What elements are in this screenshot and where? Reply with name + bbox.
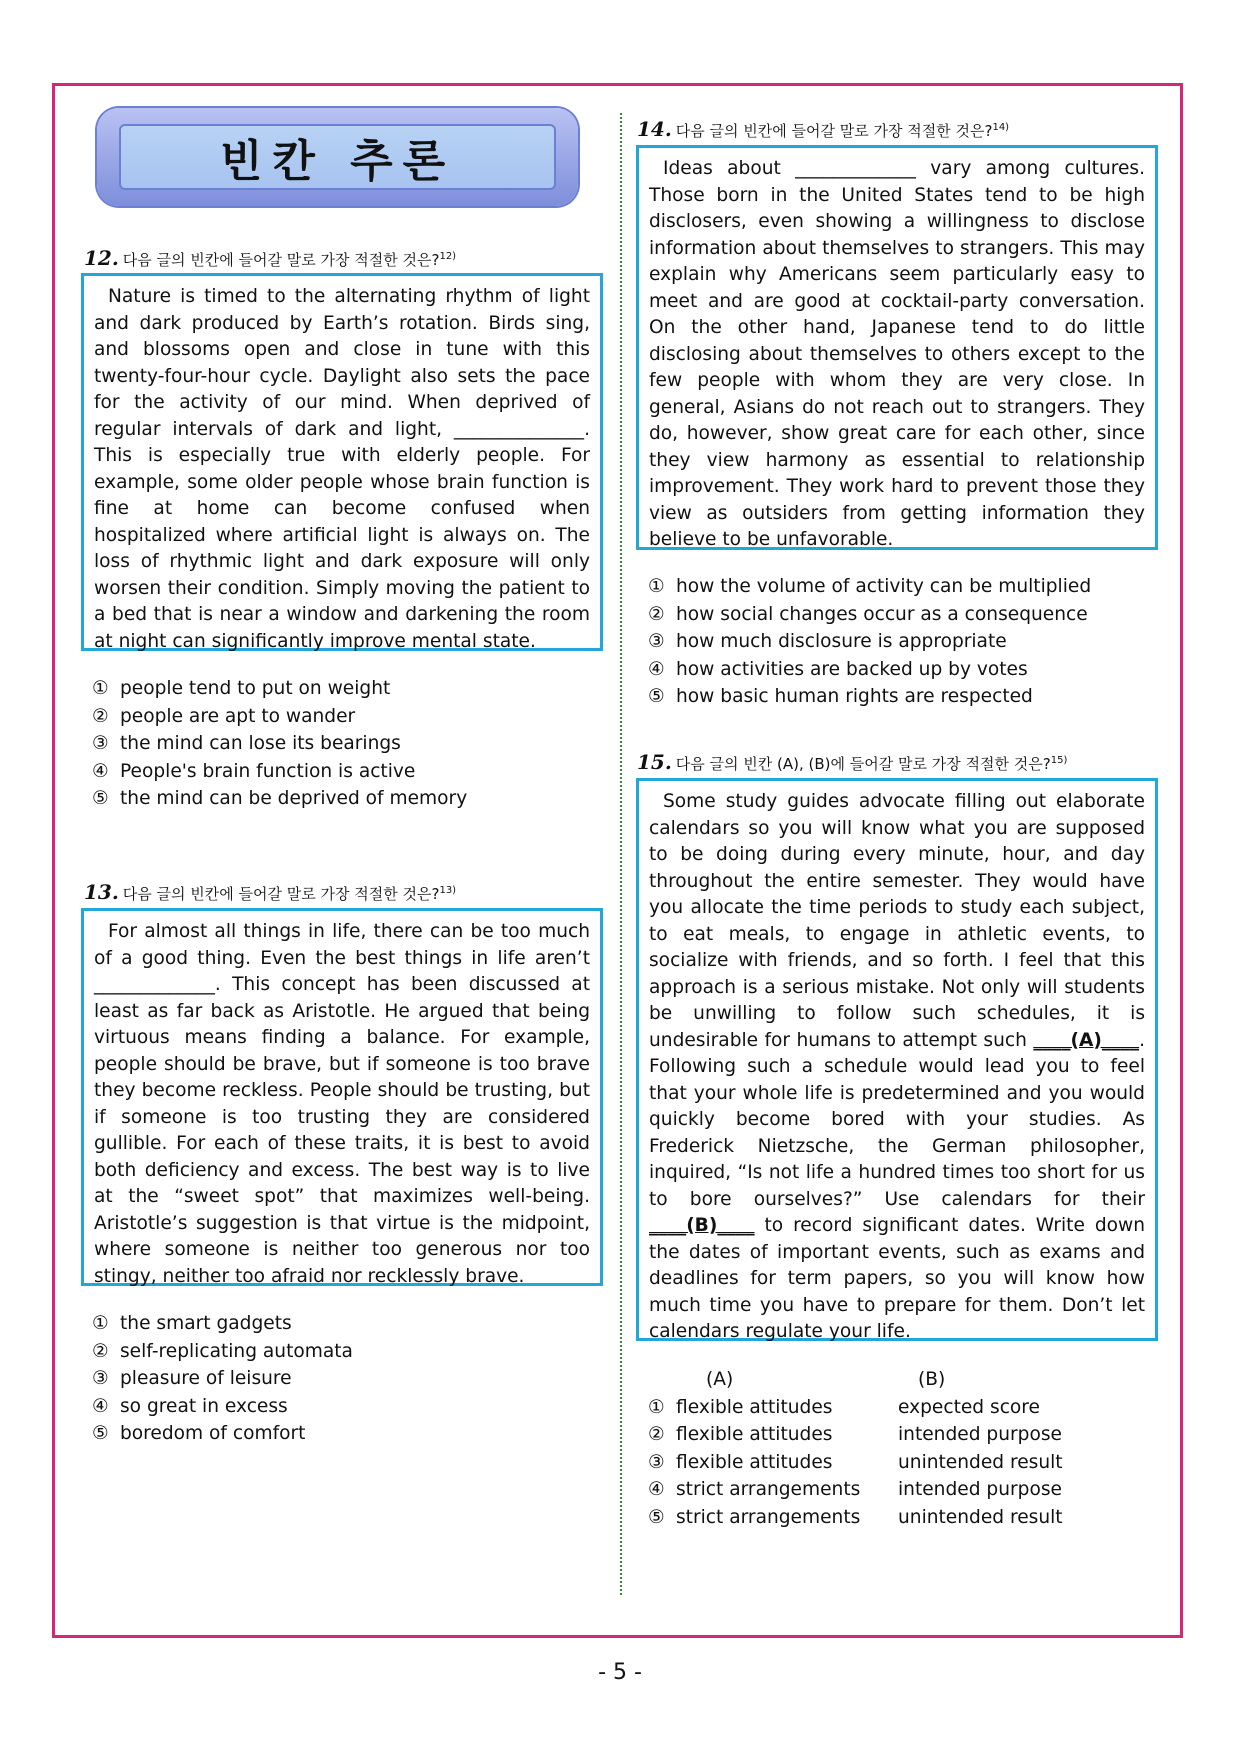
q14-choice-1[interactable]: ① how the volume of activity can be multiplied bbox=[648, 576, 1092, 597]
q12-choice-1[interactable]: ① people tend to put on weight bbox=[92, 678, 391, 699]
column-divider bbox=[620, 113, 622, 1595]
q13-choice-2[interactable]: ② self-replicating automata bbox=[92, 1340, 353, 1362]
q14-footnote: 14) bbox=[992, 122, 1010, 133]
q15-header-b: (B) bbox=[918, 1369, 946, 1390]
q12-choice-2[interactable]: ② people are apt to wander bbox=[92, 705, 356, 727]
q15-number: 15. bbox=[637, 750, 672, 774]
q15-blank-a: ____(A)____ bbox=[1033, 1029, 1140, 1051]
q15-passage-part3: to record significant dates. Write down the dates of important events, such as exams and deadlines for term papers, so you will know how much time you have to prepare for them. Don’t let calendars regulate your life. bbox=[649, 1215, 1145, 1342]
q12-passage-box bbox=[81, 273, 603, 651]
section-banner-inner bbox=[119, 124, 556, 190]
q14-choice-3[interactable]: ③ how much disclosure is appropriate bbox=[648, 631, 1007, 652]
q13-choice-4[interactable]: ④ so great in excess bbox=[92, 1395, 288, 1417]
q13-choices bbox=[92, 1310, 353, 1448]
q14-number: 14. bbox=[637, 117, 672, 141]
q15-passage-box bbox=[636, 778, 1158, 1341]
page-number: - 5 - bbox=[598, 1660, 642, 1685]
q12-choice-4[interactable]: ④ People's brain function is active bbox=[92, 760, 416, 782]
q15-header bbox=[637, 750, 1067, 774]
q14-choices bbox=[648, 573, 1091, 711]
q15-choice-5[interactable]: ⑤ strict arrangements unintended result bbox=[648, 1506, 1063, 1528]
q13-number: 13. bbox=[84, 880, 119, 904]
section-title: 빈칸 추론 bbox=[219, 136, 456, 187]
q15-passage-part1: Some study guides advocate filling out elaborate calendars so you will know what you are supposed to be doing during every minute, hour, and day throughout the entire semester. They would have you allocate the time periods to study each subject, to eat meals, to engage in athletic events, to socialize with friends, and so forth. I feel that this approach is a serious mistake. Not only will students be unwilling to follow such schedules, it is undesirable for humans to attempt such bbox=[649, 791, 1145, 1051]
q13-prompt: 다음 글의 빈칸에 들어갈 말로 가장 적절한 것은? bbox=[122, 885, 440, 903]
q12-prompt: 다음 글의 빈칸에 들어갈 말로 가장 적절한 것은? bbox=[122, 251, 440, 269]
q12-choices bbox=[92, 675, 467, 813]
q13-choice-5[interactable]: ⑤ boredom of comfort bbox=[92, 1423, 306, 1444]
q15-footnote: 15) bbox=[1050, 755, 1068, 766]
q14-choice-2[interactable]: ② how social changes occur as a consequence bbox=[648, 603, 1088, 625]
q14-choice-4[interactable]: ④ how activities are backed up by votes bbox=[648, 658, 1028, 680]
q13-footnote: 13) bbox=[439, 885, 457, 896]
q14-prompt: 다음 글의 빈칸에 들어갈 말로 가장 적절한 것은? bbox=[675, 122, 993, 140]
q13-choice-3[interactable]: ③ pleasure of leisure bbox=[92, 1368, 292, 1389]
q13-choice-1[interactable]: ① the smart gadgets bbox=[92, 1313, 292, 1334]
q12-passage: Nature is timed to the alternating rhythm of light and dark produced by Earth’s rotation. Birds sing, and blossoms open and close in tune with this twenty-four-hour cycle. Daylight also sets the pace for the activity of our mind. When deprived of regular intervals of dark and light, ______________. This is especially true with elderly people. For example, some older people whose brain function is fine at home can become confused when hospitalized where artificial light is always on. The loss of rhythmic light and dark exposure will only worsen their condition. Simply moving the patient to a bed that is near a window and darkening the room at night can significantly improve mental state. bbox=[94, 286, 590, 652]
q14-passage: Ideas about _____________ vary among cultures. Those born in the United States tend to be high disclosers, even showing a willingness to disclose information about themselves to strangers. This may explain why Americans seem particularly easy to meet and are good at cocktail-party conversation. On the other hand, Japanese tend to do little disclosing about themselves to others except to the few people with whom they are very close. In general, Asians do not reach out to strangers. They do, however, show great care for each other, since they view harmony as essential to relationship improvement. They work hard to prevent those they view as outsiders from getting information they believe to be unfavorable. bbox=[649, 158, 1145, 550]
q15-choice-1[interactable]: ① flexible attitudes expected score bbox=[648, 1396, 1040, 1418]
q14-choice-5[interactable]: ⑤ how basic human rights are respected bbox=[648, 686, 1033, 707]
q12-choice-5[interactable]: ⑤ the mind can be deprived of memory bbox=[92, 788, 468, 809]
q14-passage-box bbox=[636, 145, 1158, 550]
q13-passage-box bbox=[81, 908, 603, 1286]
q15-passage-part2: . Following such a schedule would lead you to feel that your whole life is predetermined and you would quickly become bored with your studies. As Frederick Nietzsche, the German philosopher, inquired, “Is not life a hundred times too short for us to bore ourselves?” Use calendars for their bbox=[649, 1029, 1145, 1210]
q15-choices bbox=[648, 1366, 1063, 1531]
q15-choice-4[interactable]: ④ strict arrangements intended purpose bbox=[648, 1479, 1062, 1500]
section-banner bbox=[97, 108, 578, 206]
q12-header bbox=[84, 246, 456, 270]
q12-number: 12. bbox=[84, 246, 119, 270]
q13-header bbox=[84, 880, 456, 904]
q13-passage: For almost all things in life, there can be too much of a good thing. Even the best things in life aren’t _____________. This concept has been discussed at least as far back as Aristotle. He argued that being virtuous means finding a balance. For example, people should be brave, but if someone is too brave they become reckless. People should be trusting, but if someone is too trusting they are considered gullible. For each of these traits, it is best to avoid both deficiency and excess. The best way is to live at the “sweet spot” that maximizes well-being. Aristotle’s suggestion is that virtue is the midpoint, where someone is neither too generous nor too stingy, neither too afraid nor recklessly brave. bbox=[94, 921, 590, 1287]
q14-header bbox=[637, 117, 1009, 141]
q15-choice-headers bbox=[648, 1366, 1063, 1394]
q15-choice-3[interactable]: ③ flexible attitudes unintended result bbox=[648, 1451, 1063, 1473]
q15-prompt: 다음 글의 빈칸 (A), (B)에 들어갈 말로 가장 적절한 것은? bbox=[675, 755, 1051, 773]
q12-choice-3[interactable]: ③ the mind can lose its bearings bbox=[92, 733, 401, 754]
q15-blank-b: ____(B)____ bbox=[649, 1215, 755, 1236]
q12-footnote: 12) bbox=[439, 251, 457, 262]
q15-choice-2[interactable]: ② flexible attitudes intended purpose bbox=[648, 1424, 1062, 1445]
q15-header-a: (A) bbox=[706, 1369, 734, 1390]
